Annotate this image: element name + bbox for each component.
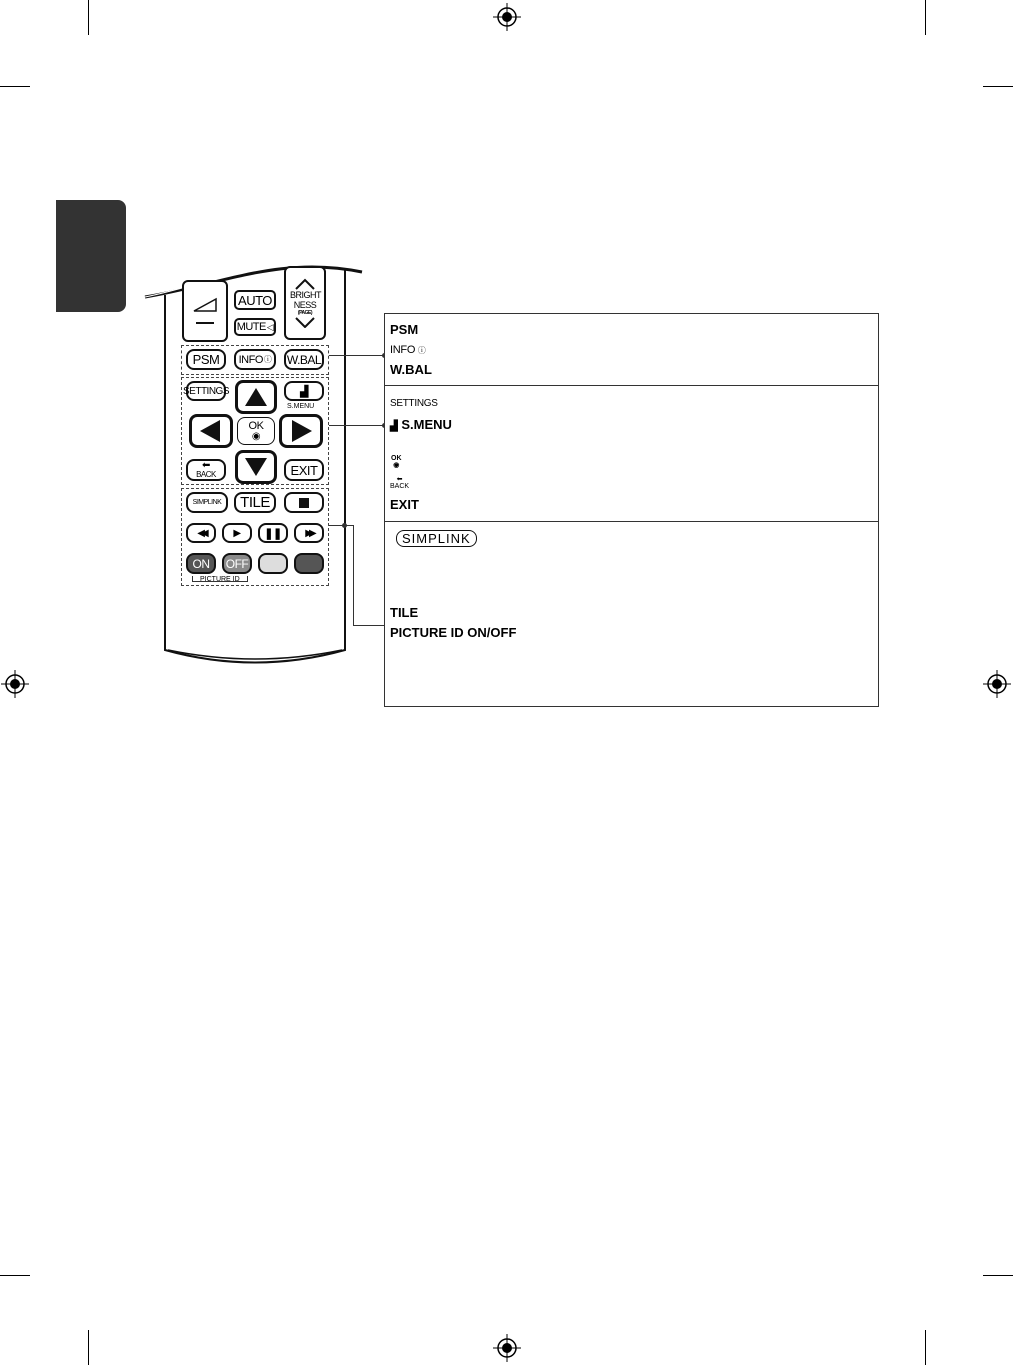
desc-settings: SETTINGS bbox=[390, 398, 438, 409]
desc-simplink: SIMPLINK bbox=[396, 530, 477, 547]
pause-button[interactable] bbox=[258, 523, 288, 543]
info-icon: ⓘ bbox=[263, 355, 272, 364]
brightness-label: BRIGHT NESS bbox=[290, 290, 322, 310]
desc-wbal: W.BAL bbox=[390, 362, 432, 377]
desc-smenu bbox=[390, 417, 452, 432]
desc-ok bbox=[391, 455, 402, 469]
crop-mark bbox=[983, 1275, 1013, 1276]
mute-button[interactable] bbox=[234, 318, 276, 336]
down-button[interactable] bbox=[235, 450, 277, 484]
desc-info-label: INFO bbox=[390, 344, 416, 356]
volume-button[interactable] bbox=[182, 280, 228, 342]
left-button[interactable] bbox=[189, 414, 233, 448]
picture-id-bracket bbox=[192, 576, 248, 582]
registration-mark-icon bbox=[493, 1334, 521, 1362]
smenu-icon: ▟ bbox=[300, 385, 308, 398]
up-arrow-icon bbox=[243, 386, 269, 408]
crop-mark bbox=[88, 1330, 89, 1365]
down-arrow-icon bbox=[243, 456, 269, 478]
smenu-icon: ▟ bbox=[390, 421, 398, 432]
back-arrow-icon: ⬅ bbox=[202, 459, 210, 471]
desc-psm: PSM bbox=[390, 322, 419, 337]
desc-picture-id: PICTURE ID ON/OFF bbox=[390, 625, 517, 640]
left-arrow-icon bbox=[198, 418, 224, 444]
desc-back bbox=[390, 476, 409, 490]
fast-forward-icon: ▶▶ bbox=[305, 527, 313, 539]
tile-button[interactable]: TILE bbox=[234, 492, 276, 513]
psm-button[interactable]: PSM bbox=[186, 349, 226, 370]
brightness-button[interactable] bbox=[284, 266, 326, 340]
auto-button[interactable]: AUTO bbox=[234, 290, 276, 310]
crop-mark bbox=[0, 1275, 30, 1276]
down-arrow-icon bbox=[294, 316, 316, 328]
desc-smenu-label: S.MENU bbox=[401, 417, 452, 432]
page-label: (PAGE) bbox=[297, 310, 313, 316]
info-label: INFO bbox=[238, 353, 263, 366]
exit-button[interactable]: EXIT bbox=[284, 459, 324, 481]
picture-id-caption: PICTURE ID bbox=[200, 576, 240, 583]
fast-forward-button[interactable] bbox=[294, 523, 324, 543]
play-button[interactable] bbox=[222, 523, 252, 543]
rewind-icon: ◀◀ bbox=[197, 527, 205, 539]
right-arrow-icon bbox=[288, 418, 314, 444]
desc-back-label: BACK bbox=[390, 483, 410, 490]
stop-icon bbox=[299, 498, 309, 508]
volume-icon bbox=[190, 291, 220, 331]
leader-line bbox=[353, 625, 385, 626]
simplink-button[interactable]: SIMPLINK bbox=[186, 492, 228, 513]
back-arrow-icon: ⬅ bbox=[396, 476, 403, 483]
crop-mark bbox=[925, 1330, 926, 1365]
mute-label: MUTE bbox=[236, 321, 266, 333]
color-button-dark[interactable] bbox=[294, 553, 324, 574]
up-button[interactable] bbox=[235, 380, 277, 414]
pause-icon: ❚❚ bbox=[264, 527, 282, 540]
leader-line bbox=[329, 355, 385, 356]
stop-button[interactable] bbox=[284, 492, 324, 513]
table-divider bbox=[384, 521, 879, 522]
desc-tile: TILE bbox=[390, 605, 419, 620]
leader-line bbox=[353, 525, 354, 626]
up-arrow-icon bbox=[294, 278, 316, 290]
info-button[interactable] bbox=[234, 349, 276, 370]
right-button[interactable] bbox=[279, 414, 323, 448]
rewind-button[interactable] bbox=[186, 523, 216, 543]
table-divider bbox=[384, 385, 879, 386]
ok-button[interactable] bbox=[237, 417, 275, 445]
wbal-button[interactable]: W.BAL bbox=[284, 349, 324, 370]
desc-exit: EXIT bbox=[390, 497, 419, 512]
picture-id-off-button[interactable]: OFF bbox=[222, 553, 252, 574]
back-button[interactable] bbox=[186, 459, 226, 481]
desc-ok-label: OK bbox=[391, 455, 402, 462]
settings-button[interactable]: SETTINGS bbox=[186, 381, 226, 401]
ok-label: OK bbox=[248, 419, 264, 432]
mute-icon: ◁ bbox=[266, 321, 274, 332]
smenu-label: S.MENU bbox=[287, 403, 315, 410]
desc-info bbox=[390, 344, 426, 356]
ok-icon: ◉ bbox=[393, 462, 400, 469]
leader-line bbox=[329, 425, 385, 426]
info-icon: ⓘ bbox=[417, 346, 426, 355]
ok-icon: ◉ bbox=[251, 430, 261, 442]
play-icon: ▶ bbox=[233, 527, 241, 539]
color-button-light[interactable] bbox=[258, 553, 288, 574]
smenu-button[interactable] bbox=[284, 381, 324, 401]
picture-id-on-button[interactable]: ON bbox=[186, 553, 216, 574]
leader-line bbox=[329, 525, 353, 526]
back-label: BACK bbox=[196, 469, 216, 479]
description-table bbox=[384, 313, 879, 707]
